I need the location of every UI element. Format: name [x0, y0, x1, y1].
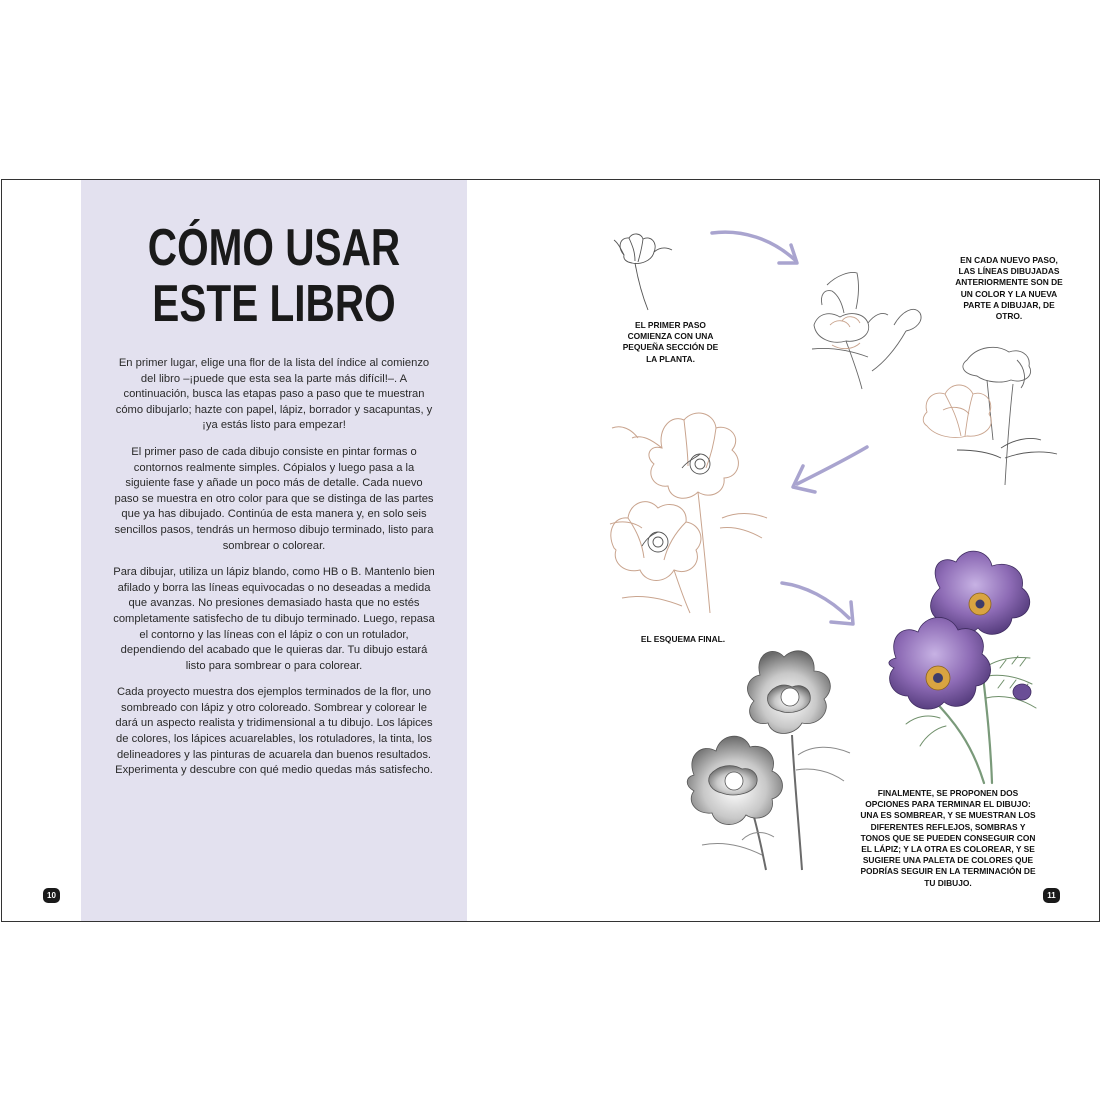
lower-colored-flower [889, 617, 991, 709]
title-line-1: CÓMO USAR [147, 219, 401, 277]
step-1-sketch [602, 225, 682, 315]
paragraph-3: Para dibujar, utiliza un lápiz blando, como HB o B. Mantenlo bien afilado y borra las líneas equivocadas o no deseadas a medida que avanzas. No presiones demasiado hasta que no estés completamente satisfecho de tu dibujo terminado. Luego, repasa el contorno y las líneas con el lápiz o con un rotulador, dependiendo del acabado que le quieras dar. Tu dibujo estará listo para sombrear o para colorear. [113, 566, 435, 672]
arrow-2 [785, 442, 875, 497]
arrow-1 [707, 225, 807, 270]
shaded-pencil-drawing [682, 645, 857, 875]
caption-final-scheme: EL ESQUEMA FINAL. [640, 634, 726, 644]
arrow-3 [777, 578, 862, 633]
caption-first-step: EL PRIMER PASO COMIENZA CON UNA PEQUEÑA SECCIÓN DE LA PLANTA. [622, 320, 719, 364]
page-number-left: 10 [43, 888, 60, 903]
final-scheme-sketch [602, 408, 777, 618]
page-number-right: 11 [1043, 888, 1060, 903]
page-title [123, 220, 424, 332]
body-text [113, 356, 435, 790]
caption-finally: FINALMENTE, SE PROPONEN DOS OPCIONES PARA TERMINAR EL DIBUJO: UNA ES SOMBREAR, Y SE MUESTRAN LOS DIFERENTES REFLEJOS, SOMBRAS Y TONOS QUE SE PUEDEN CONSEGUIR CON EL LÁPIZ; Y LA OTRA ES COLOREAR, Y SE SUGIERE UNA PALETA DE COLORES QUE PODRÍAS SEGUIR EN LA TERMINACIÓN DE TU DIBUJO. [860, 788, 1036, 888]
colored-drawing [880, 548, 1040, 788]
paragraph-2: El primer paso de cada dibujo consiste en pintar formas o contornos realmente simples. Cópialos y luego pasa a la siguiente fase y añade un poco más de detalle. Cada nuevo paso se muestra en otro color para que se distinga de las partes que ya has dibujado. Continúa de esta manera y, en solo seis sencillos pasos, tendrás un hermoso dibujo terminado, listo para sombrear o colorear. [114, 445, 434, 552]
paragraph-4: Cada proyecto muestra dos ejemplos terminados de la flor, uno sombreado con lápiz y otro coloreado. Sombrear y colorear le dará un aspecto realista y tridimensional a tu dibujo. Los lápices de colores, los lápices acuarelables, los rotuladores, la tinta, los delineadores y las pinturas de acuarela dan buenos resultados. Experimenta y descubre con qué medio quedas más satisfecho. [115, 686, 433, 777]
paragraph-1: En primer lugar, elige una flor de la lista del índice al comienzo del libro –¡puede que esta sea la parte más difícil!–. A continuación, busca las etapas paso a paso que te muestran cómo dibujarlo; hazte con papel, lápiz, borrador y sacapuntas, y ¡ya estás listo para empezar! [115, 357, 433, 432]
book-spread [1, 179, 1100, 922]
caption-new-step: EN CADA NUEVO PASO, LAS LÍNEAS DIBUJADAS ANTERIORMENTE SON DE UN COLOR Y LA NUEVA PARTE A DIBUJAR, DE OTRO. [955, 255, 1063, 322]
title-line-2: ESTE LIBRO [152, 275, 396, 333]
step-3-sketch [917, 340, 1067, 490]
